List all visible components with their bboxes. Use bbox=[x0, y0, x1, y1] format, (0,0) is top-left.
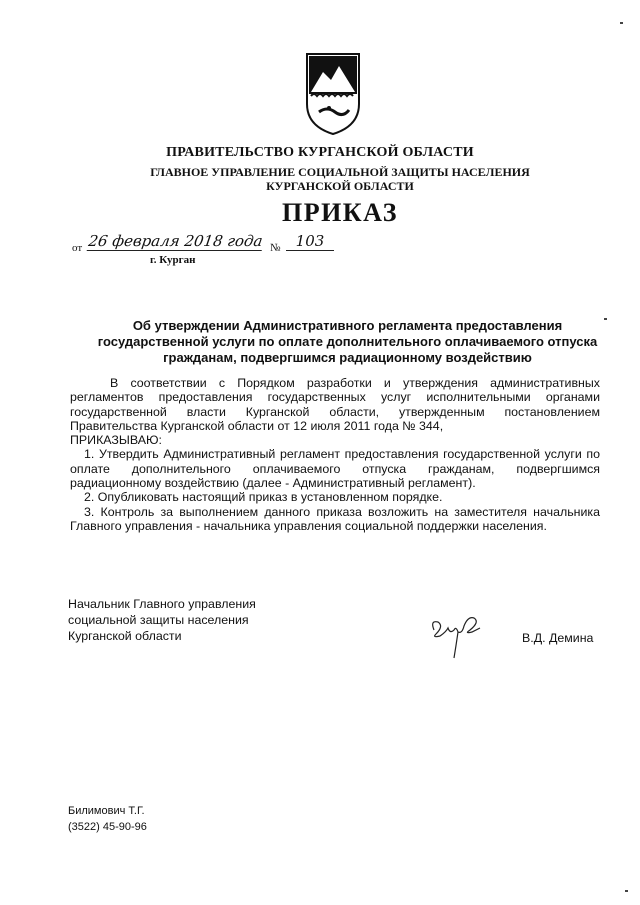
executor-phone: (3522) 45-90-96 bbox=[68, 821, 147, 833]
title-line-2: государственной услуги по оплате дополнительного оплачиваемого отпуска bbox=[97, 334, 598, 349]
order-item-3: 3. Контроль за выполнением данного приказа возложить на заместителя начальника Главного управления - начальника управления социальной поддержки населения. bbox=[70, 504, 600, 533]
city-label: г. Курган bbox=[150, 254, 196, 266]
scan-speck bbox=[625, 890, 628, 892]
order-subject-title bbox=[70, 318, 625, 366]
scan-speck bbox=[604, 318, 607, 320]
date-label: от bbox=[72, 242, 83, 254]
scan-speck bbox=[620, 22, 623, 24]
number-label: № bbox=[270, 242, 281, 254]
signer-name: В.Д. Демина bbox=[522, 631, 594, 645]
signer-position bbox=[68, 596, 256, 644]
header-department-line2: КУРГАНСКОЙ ОБЛАСТИ bbox=[266, 179, 414, 193]
order-item-1: 1. Утвердить Административный регламент предоставления государственной услуги по оплате дополнительного оплачиваемого отпуска гражданам, подвергшимся радиационному воздействию (далее - Административный регламент). bbox=[70, 447, 600, 491]
executor-name: Билимович Т.Г. bbox=[68, 805, 145, 817]
handwritten-signature bbox=[428, 612, 488, 662]
order-body bbox=[70, 376, 600, 533]
handwritten-date: 26 февраля 2018 года bbox=[87, 232, 264, 250]
title-line-3: гражданам, подвергшимся радиационному воздействию bbox=[163, 350, 532, 365]
signer-line-2: социальной защиты населения bbox=[68, 613, 249, 627]
signer-line-3: Курганской области bbox=[68, 629, 182, 643]
signer-line-1: Начальник Главного управления bbox=[68, 597, 256, 611]
order-item-2: 2. Опубликовать настоящий приказ в установленном порядке. bbox=[84, 490, 443, 505]
coat-of-arms-emblem bbox=[305, 52, 361, 136]
document-type-title: ПРИКАЗ bbox=[281, 198, 399, 227]
date-number-line bbox=[72, 232, 372, 272]
order-word: ПРИКАЗЫВАЮ: bbox=[70, 433, 162, 448]
header-department bbox=[0, 165, 640, 193]
preamble-paragraph: В соответствии с Порядком разработки и утверждения административных регламентов предоставления государственных услуг исполнительными органами государственной власти Курганской области, утвержденным постановлением Правительства Курганской области от 12 июля 2011 года № 344, bbox=[70, 376, 600, 433]
header-department-line1: ГЛАВНОЕ УПРАВЛЕНИЕ СОЦИАЛЬНОЙ ЗАЩИТЫ НАСЕЛЕНИЯ bbox=[150, 165, 530, 179]
handwritten-number: 103 bbox=[286, 232, 334, 251]
executor-info bbox=[68, 803, 147, 835]
title-line-1: Об утверждении Административного регламента предоставления bbox=[132, 318, 563, 333]
header-government: ПРАВИТЕЛЬСТВО КУРГАНСКОЙ ОБЛАСТИ bbox=[166, 145, 474, 160]
